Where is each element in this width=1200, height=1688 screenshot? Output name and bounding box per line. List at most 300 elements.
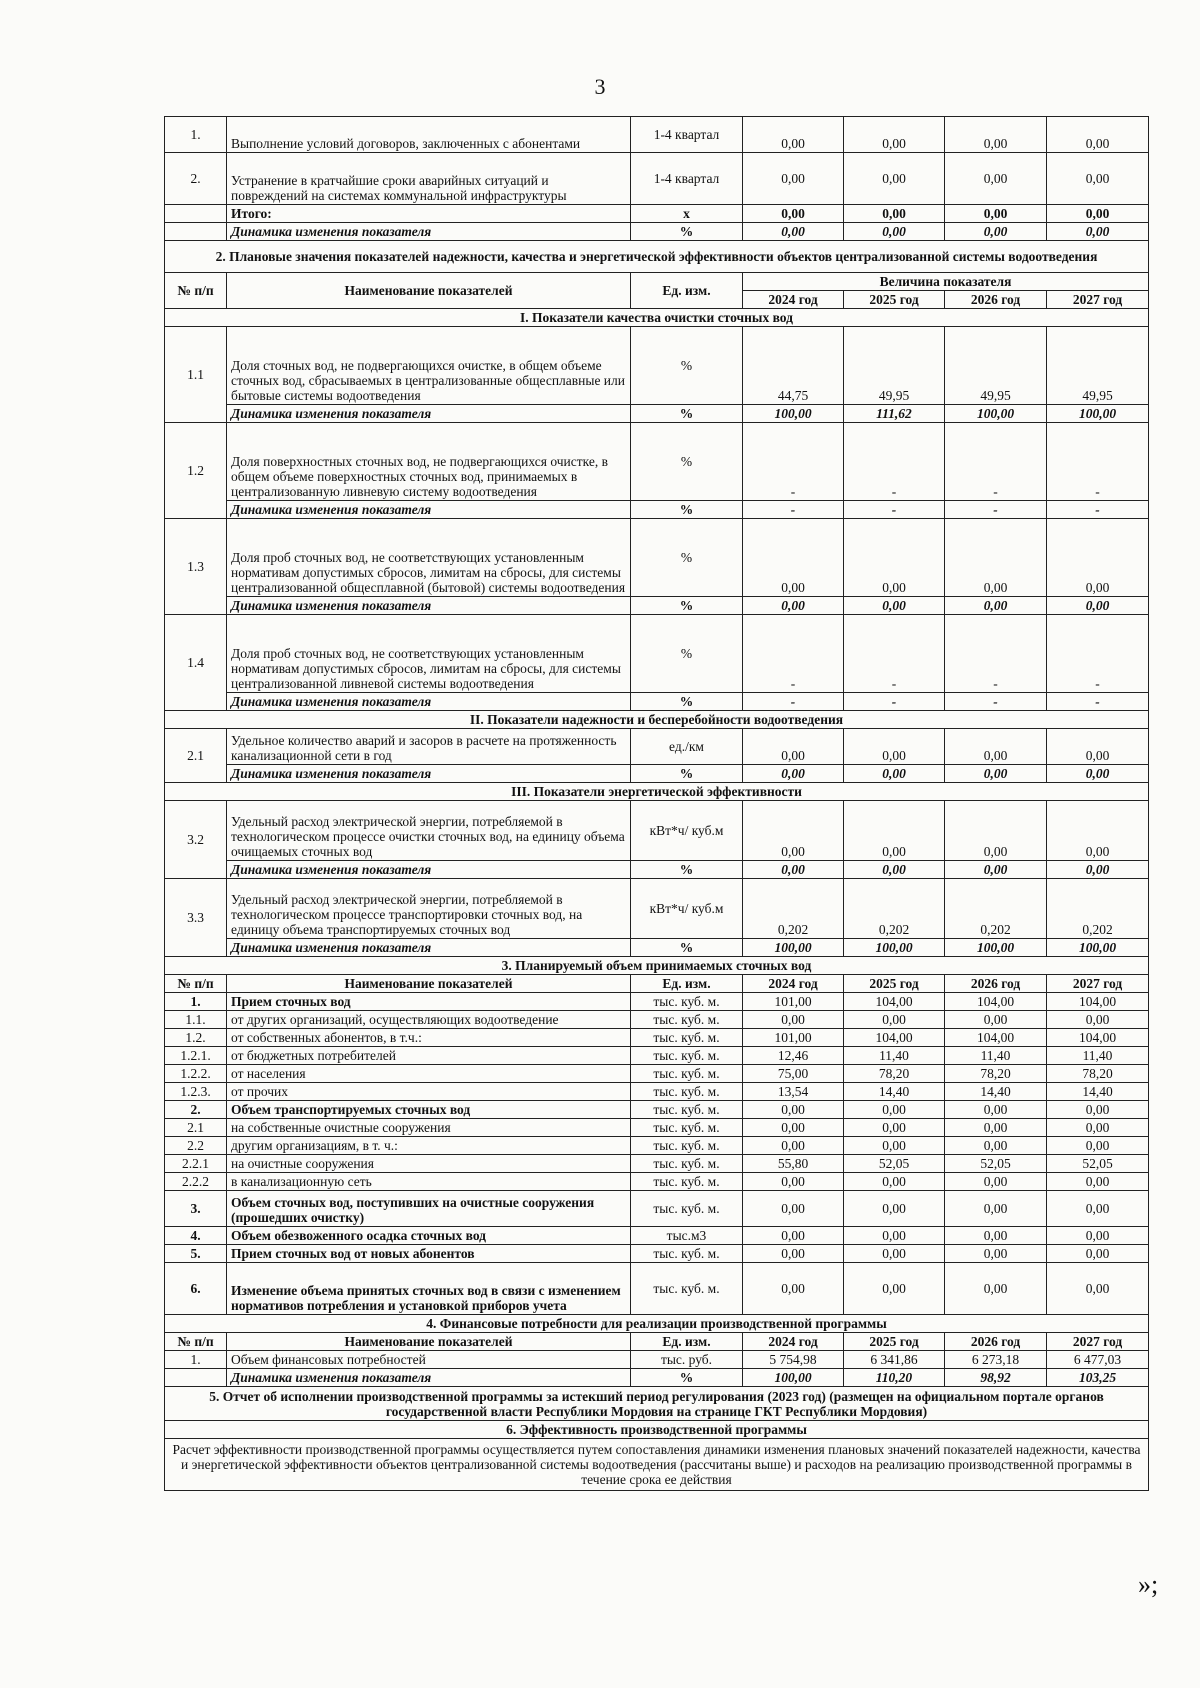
header-name: Наименование показателей — [227, 975, 631, 993]
value-cell: 0,00 — [743, 1173, 844, 1191]
value-cell: 0,00 — [844, 801, 945, 861]
value-cell: 0,00 — [743, 223, 844, 241]
value-cell: 0,00 — [945, 861, 1047, 879]
group-title-row — [165, 711, 1149, 729]
table-row — [165, 1101, 1149, 1119]
header-year: 2024 год — [743, 975, 844, 993]
table-row — [165, 1351, 1149, 1369]
value-cell: 0,00 — [945, 1119, 1047, 1137]
header-year: 2024 год — [743, 1333, 844, 1351]
row-number: 2.1 — [165, 1119, 227, 1137]
value-cell: 0,00 — [743, 1227, 844, 1245]
header-year: 2027 год — [1047, 975, 1149, 993]
dynamics-label: Динамика изменения показателя — [227, 223, 631, 241]
value-cell: 6 477,03 — [1047, 1351, 1149, 1369]
value-cell: 100,00 — [945, 939, 1047, 957]
table-row — [165, 1029, 1149, 1047]
value-cell: 0,00 — [945, 765, 1047, 783]
indicator-name: другим организациям, в т. ч.: — [227, 1137, 631, 1155]
unit-cell: тыс. куб. м. — [631, 1065, 743, 1083]
value-cell: 0,00 — [844, 765, 945, 783]
value-cell: 0,00 — [844, 519, 945, 597]
unit-cell: 1-4 квартал — [631, 153, 743, 205]
header-year: 2026 год — [945, 291, 1047, 309]
value-cell: 0,00 — [945, 1263, 1047, 1315]
value-cell: 0,202 — [743, 879, 844, 939]
group-title-row — [165, 309, 1149, 327]
dynamics-label: Динамика изменения показателя — [227, 501, 631, 519]
indicator-name: Доля проб сточных вод, не соответствующих установленным нормативам допустимых сбросов, лимитам на сбросы, для системы централизованной общесплавной (бытовой) системы водоотведения — [227, 519, 631, 597]
value-cell: - — [945, 615, 1047, 693]
value-cell: 49,95 — [844, 327, 945, 405]
value-cell: 14,40 — [945, 1083, 1047, 1101]
unit-cell: кВт*ч/ куб.м — [631, 879, 743, 939]
indicator-name: от бюджетных потребителей — [227, 1047, 631, 1065]
header-name: Наименование показателей — [227, 1333, 631, 1351]
table-row — [165, 1137, 1149, 1155]
value-cell: 52,05 — [945, 1155, 1047, 1173]
header-unit: Ед. изм. — [631, 273, 743, 309]
table-row — [165, 801, 1149, 861]
value-cell: 0,00 — [1047, 729, 1149, 765]
value-cell: 0,00 — [743, 1245, 844, 1263]
value-cell: 0,00 — [844, 597, 945, 615]
value-cell: 0,00 — [1047, 765, 1149, 783]
value-cell: 0,00 — [1047, 1173, 1149, 1191]
header-value: Величина показателя — [743, 273, 1149, 291]
row-number: 2.2 — [165, 1137, 227, 1155]
table-row — [165, 1263, 1149, 1315]
table-row — [165, 1191, 1149, 1227]
value-cell: 0,00 — [743, 861, 844, 879]
row-number: 2.2.1 — [165, 1155, 227, 1173]
value-cell: - — [743, 693, 844, 711]
indicator-name: Прием сточных вод — [227, 993, 631, 1011]
table-row — [165, 1083, 1149, 1101]
unit-cell: 1-4 квартал — [631, 117, 743, 153]
header-unit: Ед. изм. — [631, 975, 743, 993]
row-number: 1. — [165, 1351, 227, 1369]
unit-cell: тыс. руб. — [631, 1351, 743, 1369]
indicator-name: Объем транспортируемых сточных вод — [227, 1101, 631, 1119]
unit-cell: тыс. куб. м. — [631, 1155, 743, 1173]
dynamics-row — [165, 765, 1149, 783]
value-cell: 104,00 — [1047, 993, 1149, 1011]
value-cell: 0,202 — [945, 879, 1047, 939]
value-cell: 100,00 — [945, 405, 1047, 423]
dynamics-label: Динамика изменения показателя — [227, 597, 631, 615]
value-cell: 0,00 — [743, 519, 844, 597]
row-number: 1.2.3. — [165, 1083, 227, 1101]
value-cell: 0,00 — [1047, 801, 1149, 861]
unit-cell: тыс. куб. м. — [631, 1119, 743, 1137]
header-year: 2026 год — [945, 975, 1047, 993]
section-5-title: 5. Отчет об исполнении производственной программы за истекший период регулирования (2023 год) (размещен на официальном портале органов государственной власти Республики Мордовия на странице ГКТ Республики Мордовия) — [165, 1387, 1149, 1421]
value-cell: 110,20 — [844, 1369, 945, 1387]
table-row — [165, 1155, 1149, 1173]
program-table — [164, 116, 1149, 1491]
table-row — [165, 879, 1149, 939]
unit-cell: тыс. куб. м. — [631, 993, 743, 1011]
table-row — [165, 1011, 1149, 1029]
unit-cell: % — [631, 519, 743, 597]
unit-cell: % — [631, 861, 743, 879]
section-title-row — [165, 241, 1149, 273]
empty-cell — [165, 1369, 227, 1387]
value-cell: 0,00 — [1047, 1245, 1149, 1263]
value-cell: 98,92 — [945, 1369, 1047, 1387]
row-number: 1.1 — [165, 327, 227, 423]
value-cell: 0,00 — [1047, 1101, 1149, 1119]
row-number: 1.2. — [165, 1029, 227, 1047]
value-cell: 100,00 — [844, 939, 945, 957]
table-row — [165, 1047, 1149, 1065]
value-cell: 100,00 — [1047, 405, 1149, 423]
dynamics-label: Динамика изменения показателя — [227, 939, 631, 957]
unit-cell: тыс. куб. м. — [631, 1047, 743, 1065]
section-2-title: 2. Плановые значения показателей надежности, качества и энергетической эффективности объектов централизованной системы водоотведения — [165, 241, 1149, 273]
value-cell: 0,00 — [743, 1263, 844, 1315]
unit-cell: тыс. куб. м. — [631, 1173, 743, 1191]
value-cell: 0,00 — [945, 1245, 1047, 1263]
row-number: 5. — [165, 1245, 227, 1263]
value-cell: 0,00 — [844, 1137, 945, 1155]
unit-cell: тыс. куб. м. — [631, 1011, 743, 1029]
row-number: 6. — [165, 1263, 227, 1315]
unit-cell: тыс. куб. м. — [631, 1029, 743, 1047]
value-cell: 78,20 — [1047, 1065, 1149, 1083]
unit-cell: % — [631, 615, 743, 693]
value-cell: - — [743, 615, 844, 693]
value-cell: - — [1047, 615, 1149, 693]
unit-cell: % — [631, 501, 743, 519]
value-cell: 11,40 — [945, 1047, 1047, 1065]
value-cell: 0,00 — [1047, 861, 1149, 879]
value-cell: 100,00 — [1047, 939, 1149, 957]
indicator-name: Удельный расход электрической энергии, потребляемой в технологическом процессе транспортировки сточных вод, на единицу объема транспортируемых сточных вод — [227, 879, 631, 939]
dynamics-row — [165, 861, 1149, 879]
value-cell: 0,00 — [1047, 1191, 1149, 1227]
value-cell: 0,00 — [844, 1011, 945, 1029]
indicator-name: Выполнение условий договоров, заключенных с абонентами — [227, 117, 631, 153]
unit-cell: % — [631, 693, 743, 711]
value-cell: 0,00 — [844, 729, 945, 765]
section-title-row — [165, 1315, 1149, 1333]
value-cell: 0,00 — [945, 1173, 1047, 1191]
table-row — [165, 1439, 1149, 1491]
dynamics-label: Динамика изменения показателя — [227, 693, 631, 711]
row-number: 3.3 — [165, 879, 227, 957]
value-cell: 0,00 — [1047, 153, 1149, 205]
value-cell: 0,00 — [1047, 205, 1149, 223]
value-cell: 0,00 — [945, 1137, 1047, 1155]
unit-cell: тыс. куб. м. — [631, 1137, 743, 1155]
group-title: III. Показатели энергетической эффективности — [165, 783, 1149, 801]
indicator-name: Удельное количество аварий и засоров в расчете на протяженность канализационной сети в год — [227, 729, 631, 765]
value-cell: 14,40 — [844, 1083, 945, 1101]
value-cell: 11,40 — [844, 1047, 945, 1065]
value-cell: 104,00 — [945, 993, 1047, 1011]
value-cell: 55,80 — [743, 1155, 844, 1173]
header-name: Наименование показателей — [227, 273, 631, 309]
indicator-name: на собственные очистные сооружения — [227, 1119, 631, 1137]
value-cell: 0,00 — [844, 1245, 945, 1263]
unit-cell: % — [631, 223, 743, 241]
section-6-title: 6. Эффективность производственной программы — [165, 1421, 1149, 1439]
header-row — [165, 1333, 1149, 1351]
table-row — [165, 729, 1149, 765]
unit-cell: % — [631, 1369, 743, 1387]
document-sheet — [164, 116, 1148, 1491]
value-cell: 0,00 — [844, 1119, 945, 1137]
value-cell: 100,00 — [743, 939, 844, 957]
value-cell: 0,00 — [743, 597, 844, 615]
table-row — [165, 1173, 1149, 1191]
value-cell: 0,00 — [844, 1173, 945, 1191]
value-cell: 101,00 — [743, 993, 844, 1011]
value-cell: 78,20 — [844, 1065, 945, 1083]
empty-cell — [165, 205, 227, 223]
value-cell: 6 273,18 — [945, 1351, 1047, 1369]
unit-cell: % — [631, 405, 743, 423]
value-cell: 5 754,98 — [743, 1351, 844, 1369]
table-row — [165, 993, 1149, 1011]
value-cell: 103,25 — [1047, 1369, 1149, 1387]
unit-cell: % — [631, 939, 743, 957]
table-row — [165, 1245, 1149, 1263]
unit-cell: тыс. куб. м. — [631, 1245, 743, 1263]
value-cell: 0,202 — [1047, 879, 1149, 939]
row-number: 1.2 — [165, 423, 227, 519]
unit-cell: ед./км — [631, 729, 743, 765]
indicator-name: от собственных абонентов, в т.ч.: — [227, 1029, 631, 1047]
unit-cell: кВт*ч/ куб.м — [631, 801, 743, 861]
value-cell: 0,00 — [1047, 1011, 1149, 1029]
table-row — [165, 1119, 1149, 1137]
section-3-title: 3. Планируемый объем принимаемых сточных вод — [165, 957, 1149, 975]
value-cell: 0,00 — [743, 1137, 844, 1155]
value-cell: 0,00 — [945, 153, 1047, 205]
section-4-title: 4. Финансовые потребности для реализации производственной программы — [165, 1315, 1149, 1333]
value-cell: 101,00 — [743, 1029, 844, 1047]
header-row — [165, 273, 1149, 291]
dynamics-row — [165, 597, 1149, 615]
value-cell: - — [945, 423, 1047, 501]
value-cell: 49,95 — [1047, 327, 1149, 405]
efficiency-text: Расчет эффективности производственной программы осуществляется путем сопоставления динамики изменения плановых значений показателей надежности, качества и энергетической эффективности объектов централизованной системы водоотведения (рассчитаны выше) и расходов на реализацию производственной программы в течение срока ее действия — [165, 1439, 1149, 1491]
header-number: № п/п — [165, 975, 227, 993]
table-row — [165, 327, 1149, 405]
value-cell: 52,05 — [1047, 1155, 1149, 1173]
table-row — [165, 153, 1149, 205]
value-cell: 14,40 — [1047, 1083, 1149, 1101]
value-cell: - — [844, 693, 945, 711]
value-cell: 0,00 — [1047, 597, 1149, 615]
table-row — [165, 205, 1149, 223]
unit-cell: % — [631, 327, 743, 405]
value-cell: 0,00 — [844, 1227, 945, 1245]
row-number: 1.3 — [165, 519, 227, 615]
value-cell: 0,00 — [844, 1263, 945, 1315]
value-cell: - — [844, 423, 945, 501]
unit-cell: тыс. куб. м. — [631, 1101, 743, 1119]
indicator-name: Объем обезвоженного осадка сточных вод — [227, 1227, 631, 1245]
row-number: 3. — [165, 1191, 227, 1227]
table-row — [165, 519, 1149, 597]
indicator-name: Доля поверхностных сточных вод, не подвергающихся очистке, в общем объеме поверхностных сточных вод, принимаемых в централизованную ливневую систему водоотведения — [227, 423, 631, 501]
row-number: 3.2 — [165, 801, 227, 879]
value-cell: 0,202 — [844, 879, 945, 939]
value-cell: - — [743, 501, 844, 519]
unit-cell: тыс. куб. м. — [631, 1191, 743, 1227]
indicator-name: на очистные сооружения — [227, 1155, 631, 1173]
header-number: № п/п — [165, 1333, 227, 1351]
page-number: 3 — [594, 74, 606, 99]
row-number: 1.1. — [165, 1011, 227, 1029]
value-cell: 0,00 — [844, 153, 945, 205]
indicator-name: Объем финансовых потребностей — [227, 1351, 631, 1369]
unit-cell: % — [631, 597, 743, 615]
table-body — [165, 117, 1149, 1491]
header-year: 2027 год — [1047, 291, 1149, 309]
header-year: 2025 год — [844, 1333, 945, 1351]
value-cell: 100,00 — [743, 1369, 844, 1387]
indicator-name: Изменение объема принятых сточных вод в связи с изменением нормативов потребления и установкой приборов учета — [227, 1263, 631, 1315]
indicator-name: Объем сточных вод, поступивших на очистные сооружения (прошедших очистку) — [227, 1191, 631, 1227]
row-number: 2. — [165, 153, 227, 205]
indicator-name: Прием сточных вод от новых абонентов — [227, 1245, 631, 1263]
value-cell: 0,00 — [945, 597, 1047, 615]
value-cell: 12,46 — [743, 1047, 844, 1065]
value-cell: 0,00 — [1047, 117, 1149, 153]
group-title: II. Показатели надежности и бесперебойности водоотведения — [165, 711, 1149, 729]
section-title-row — [165, 1421, 1149, 1439]
unit-cell: тыс. куб. м. — [631, 1083, 743, 1101]
value-cell: 0,00 — [844, 205, 945, 223]
row-number: 1. — [165, 993, 227, 1011]
row-number: 4. — [165, 1227, 227, 1245]
dynamics-label: Динамика изменения показателя — [227, 405, 631, 423]
header-year: 2025 год — [844, 291, 945, 309]
unit-cell: % — [631, 423, 743, 501]
indicator-name: от прочих — [227, 1083, 631, 1101]
table-row — [165, 423, 1149, 501]
dynamics-label: Динамика изменения показателя — [227, 861, 631, 879]
header-year: 2026 год — [945, 1333, 1047, 1351]
header-year: 2024 год — [743, 291, 844, 309]
value-cell: 0,00 — [1047, 1137, 1149, 1155]
value-cell: 0,00 — [844, 1101, 945, 1119]
value-cell: 0,00 — [743, 1101, 844, 1119]
total-label: Итого: — [227, 205, 631, 223]
unit-cell: % — [631, 765, 743, 783]
table-row — [165, 1065, 1149, 1083]
row-number: 1.2.2. — [165, 1065, 227, 1083]
dynamics-label: Динамика изменения показателя — [227, 1369, 631, 1387]
header-unit: Ед. изм. — [631, 1333, 743, 1351]
value-cell: 104,00 — [844, 1029, 945, 1047]
indicator-name: Доля сточных вод, не подвергающихся очистке, в общем объеме сточных вод, сбрасываемых в централизованные общесплавные или бытовые системы водоотведения — [227, 327, 631, 405]
table-row — [165, 223, 1149, 241]
value-cell: 0,00 — [844, 861, 945, 879]
value-cell: 0,00 — [1047, 1263, 1149, 1315]
dynamics-label: Динамика изменения показателя — [227, 765, 631, 783]
value-cell: 11,40 — [1047, 1047, 1149, 1065]
value-cell: 0,00 — [743, 117, 844, 153]
header-number: № п/п — [165, 273, 227, 309]
unit-cell: тыс. куб. м. — [631, 1263, 743, 1315]
empty-cell — [165, 223, 227, 241]
closing-quote-mark: »; — [1138, 1570, 1159, 1599]
value-cell: 111,62 — [844, 405, 945, 423]
section-title-row — [165, 957, 1149, 975]
value-cell: - — [844, 501, 945, 519]
value-cell: 0,00 — [945, 223, 1047, 241]
row-number: 1.2.1. — [165, 1047, 227, 1065]
table-row — [165, 1227, 1149, 1245]
value-cell: 13,54 — [743, 1083, 844, 1101]
indicator-name: от других организаций, осуществляющих водоотведение — [227, 1011, 631, 1029]
value-cell: 0,00 — [743, 765, 844, 783]
unit-cell: х — [631, 205, 743, 223]
value-cell: 0,00 — [743, 801, 844, 861]
value-cell: 6 341,86 — [844, 1351, 945, 1369]
value-cell: 49,95 — [945, 327, 1047, 405]
value-cell: 0,00 — [945, 205, 1047, 223]
value-cell: - — [1047, 423, 1149, 501]
value-cell: 0,00 — [945, 1191, 1047, 1227]
value-cell: 0,00 — [945, 117, 1047, 153]
value-cell: 78,20 — [945, 1065, 1047, 1083]
value-cell: 104,00 — [945, 1029, 1047, 1047]
value-cell: 0,00 — [1047, 1227, 1149, 1245]
header-row — [165, 975, 1149, 993]
row-number: 2.2.2 — [165, 1173, 227, 1191]
value-cell: 52,05 — [844, 1155, 945, 1173]
value-cell: 0,00 — [1047, 519, 1149, 597]
dynamics-row — [165, 1369, 1149, 1387]
value-cell: 0,00 — [1047, 223, 1149, 241]
value-cell: 0,00 — [844, 223, 945, 241]
value-cell: 0,00 — [945, 1011, 1047, 1029]
value-cell: 100,00 — [743, 405, 844, 423]
dynamics-row — [165, 693, 1149, 711]
value-cell: 0,00 — [844, 1191, 945, 1227]
indicator-name: Удельный расход электрической энергии, потребляемой в технологическом процессе очистки сточных вод, на единицу объема очищаемых сточных вод — [227, 801, 631, 861]
value-cell: 0,00 — [743, 729, 844, 765]
row-number: 1. — [165, 117, 227, 153]
value-cell: 44,75 — [743, 327, 844, 405]
value-cell: 75,00 — [743, 1065, 844, 1083]
indicator-name: от населения — [227, 1065, 631, 1083]
indicator-name: в канализационную сеть — [227, 1173, 631, 1191]
value-cell: 0,00 — [743, 1119, 844, 1137]
row-number: 2.1 — [165, 729, 227, 783]
dynamics-row — [165, 405, 1149, 423]
table-row — [165, 615, 1149, 693]
dynamics-row — [165, 939, 1149, 957]
value-cell: - — [1047, 501, 1149, 519]
row-number: 1.4 — [165, 615, 227, 711]
group-title-row — [165, 783, 1149, 801]
row-number: 2. — [165, 1101, 227, 1119]
value-cell: 104,00 — [1047, 1029, 1149, 1047]
value-cell: 0,00 — [945, 801, 1047, 861]
value-cell: 0,00 — [945, 729, 1047, 765]
value-cell: 104,00 — [844, 993, 945, 1011]
value-cell: 0,00 — [1047, 1119, 1149, 1137]
value-cell: - — [844, 615, 945, 693]
